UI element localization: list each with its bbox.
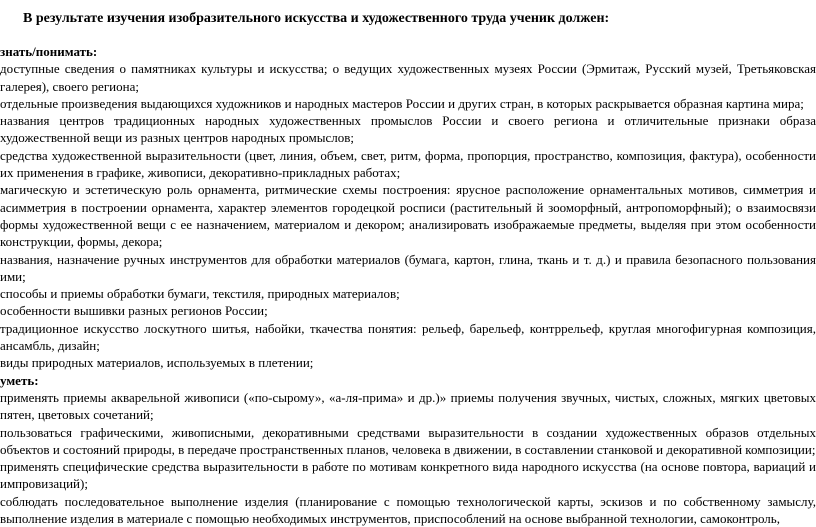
know-item: названия, назначение ручных инструментов для обработки материалов (бумага, картон, глина, ткань и т. д.) и правила безопасного пользования ими; (0, 251, 816, 284)
know-item: средства художественной выразительности (цвет, линия, объем, свет, ритм, форма, пропорция, пространство, композиция, фактура), особенности их применения в графике, живописи, декоративно-прикладных работах; (0, 147, 816, 181)
section-title-able: уметь: (0, 372, 39, 388)
know-item: доступные сведения о памятниках культуры и искусства; о ведущих художественных музеях России (Эрмитаж, Русский музей, Третьяковская галерея), своего региона; (0, 61, 816, 94)
know-item: отдельные произведения выдающихся художников и народных мастеров России и других стран, в которых раскрывается образная картина мира; (0, 95, 804, 111)
know-item: традиционное искусство лоскутного шитья, набойки, ткачества понятия: рельеф, барельеф, контррельеф, круглая многофигурная композиция, ансамбль, дизайн; (0, 320, 816, 354)
able-item: применять приемы акварельной живописи («по-сырому», «а-ля-прима» и др.)» приемы получения звучных, чистых, сложных, мягких цветовых пятен, цветовых сочетаний; (0, 389, 816, 423)
able-item: соблюдать последовательное выполнение изделия (планирование с помощью технологической карты, эскизов и по собственному замыслу, выполнение изделия в материале с помощью необходимых инструментов, приспособлений на основе выбранной технологии, самоконтроль, (0, 493, 816, 527)
know-item: магическую и эстетическую роль орнамента, ритмические схемы построения: ярусное расположение орнаментальных мотивов, симметрия и асимметрия в построении орнамента, характер элементов городецкой росписи (растительный й зооморфный, антропоморфный); о взаимосвязи формы художественной вещи с ее назначением, материалом и декором; анализировать изображаемые предметы, выделяя при этом особенности конструкции, формы, декора; (0, 182, 816, 250)
document-body (0, 43, 816, 527)
know-item: особенности вышивки разных регионов России; (0, 303, 268, 319)
know-item: названия центров традиционных народных художественных промыслов России и своего региона и отличительные признаки образа художественной вещи из разных центров народных промыслов; (0, 113, 816, 146)
know-item: виды природных материалов, используемых в плетении; (0, 355, 314, 371)
section-title-know: знать/понимать: (0, 44, 98, 59)
able-item: пользоваться графическими, живописными, декоративными средствами выразительности в создании художественных образов отдельных объектов и состояний природы, в передаче пространственных планов, человека в движении, в составлении станковой и декоративной композиции; (0, 424, 816, 457)
document-heading: В результате изучения изобразительного искусства и художественного труда ученик должен: (23, 11, 610, 26)
know-item: способы и приемы обработки бумаги, текстиля, природных материалов; (0, 286, 400, 302)
able-item: применять специфические средства выразительности в работе по мотивам конкретного вида народного искусства (на основе повтора, вариаций и импровизаций); (0, 459, 816, 492)
